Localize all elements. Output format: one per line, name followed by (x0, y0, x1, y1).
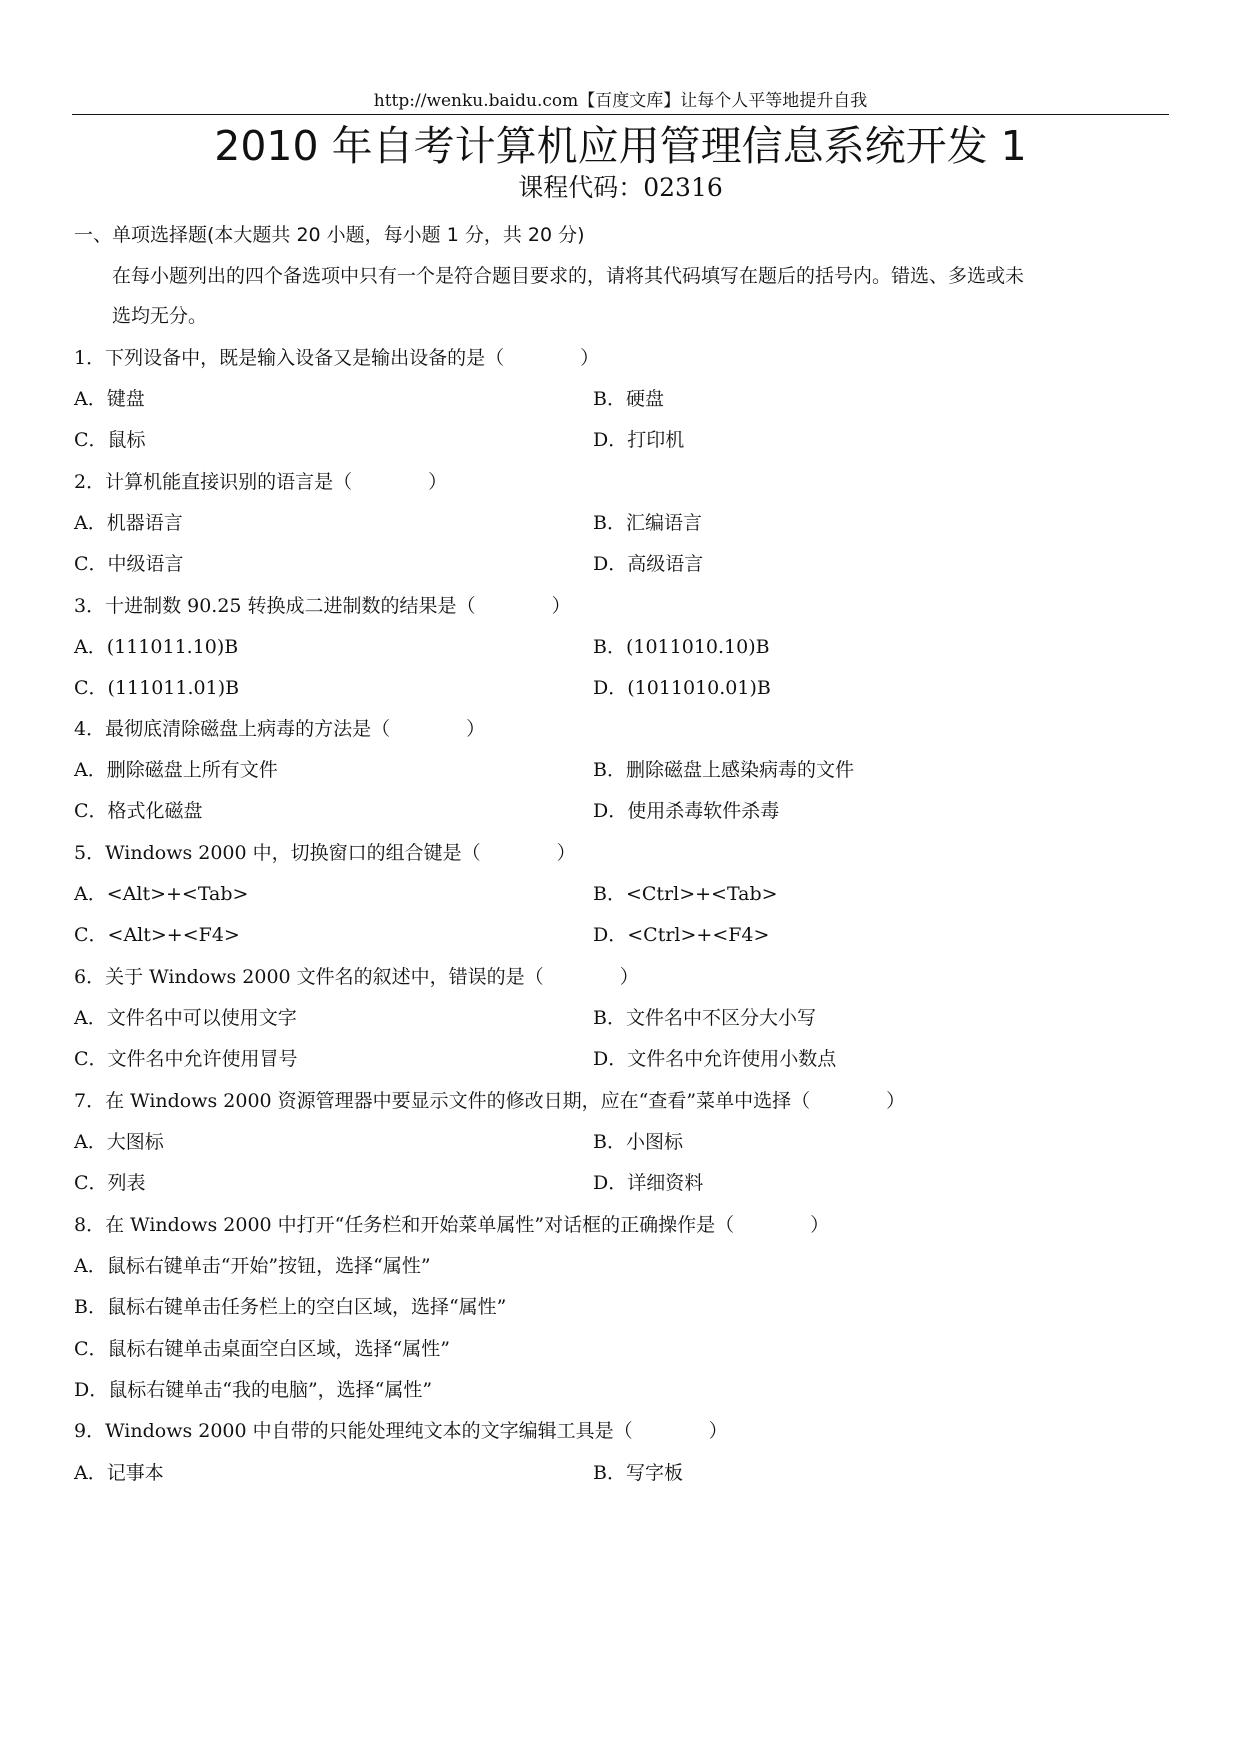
question-stem: 9．Windows 2000 中自带的只能处理纯文本的文字编辑工具是（ ） (74, 1420, 728, 1442)
option-a: A．<Alt>+<Tab> (74, 883, 249, 905)
option-b: B．文件名中不区分大小写 (593, 1007, 816, 1029)
option-c: C．文件名中允许使用冒号 (74, 1048, 298, 1070)
option-b: B．硬盘 (593, 388, 664, 410)
option-d: D．详细资料 (593, 1172, 704, 1194)
question-stem: 5．Windows 2000 中，切换窗口的组合键是（ ） (74, 842, 576, 864)
document-title: 2010 年自考计算机应用管理信息系统开发 1 (214, 122, 1027, 170)
question-stem: 2．计算机能直接识别的语言是（ ） (74, 471, 448, 493)
option-c: C．<Alt>+<F4> (74, 924, 240, 946)
question-stem: 6．关于 Windows 2000 文件名的叙述中，错误的是（ ） (74, 966, 639, 988)
option-b: B．汇编语言 (593, 512, 702, 534)
option-b: B．<Ctrl>+<Tab> (593, 883, 778, 905)
question-stem: 1．下列设备中，既是输入设备又是输出设备的是（ ） (74, 347, 600, 369)
section-instruction: 在每小题列出的四个备选项中只有一个是符合题目要求的，请将其代码填写在题后的括号内。错选、多选或未 (112, 265, 1025, 287)
header-divider (72, 114, 1169, 115)
option-a: A．(111011.10)B (74, 636, 239, 658)
option-a: A．记事本 (74, 1462, 164, 1484)
option-a: A．文件名中可以使用文字 (74, 1007, 297, 1029)
question-stem: 4．最彻底清除磁盘上病毒的方法是（ ） (74, 718, 486, 740)
course-code-label: 课程代码： (518, 173, 644, 202)
header-url-line: http://wenku.baidu.com【百度文库】让每个人平等地提升自我 (373, 91, 868, 111)
option-a: A．鼠标右键单击“开始”按钮，选择“属性” (74, 1255, 431, 1277)
option-a: A．机器语言 (74, 512, 183, 534)
option-c: C．鼠标右键单击桌面空白区域，选择“属性” (74, 1338, 450, 1360)
option-a: A．删除磁盘上所有文件 (74, 759, 278, 781)
course-code (0, 171, 1241, 205)
option-c: C．中级语言 (74, 553, 184, 575)
course-code-value: 02316 (643, 173, 723, 202)
option-c: C．列表 (74, 1172, 146, 1194)
option-c: C．(111011.01)B (74, 677, 240, 699)
question-stem: 3．十进制数 90.25 转换成二进制数的结果是（ ） (74, 595, 571, 617)
option-d: D．高级语言 (593, 553, 704, 575)
section-instruction: 选均无分。 (112, 305, 208, 327)
option-c: C．格式化磁盘 (74, 800, 203, 822)
question-stem: 7．在 Windows 2000 资源管理器中要显示文件的修改日期，应在“查看”菜单中选择（ ） (74, 1090, 906, 1112)
option-a: A．键盘 (74, 388, 145, 410)
option-a: A．大图标 (74, 1131, 164, 1153)
option-b: B．(1011010.10)B (593, 636, 770, 658)
option-b: B．小图标 (593, 1131, 683, 1153)
option-b: B．删除磁盘上感染病毒的文件 (593, 759, 854, 781)
option-b: B．写字板 (593, 1462, 683, 1484)
option-d: D．鼠标右键单击“我的电脑”，选择“属性” (74, 1379, 433, 1401)
option-c: C．鼠标 (74, 429, 146, 451)
option-d: D．(1011010.01)B (593, 677, 771, 699)
option-d: D．<Ctrl>+<F4> (593, 924, 770, 946)
option-d: D．打印机 (593, 429, 685, 451)
option-d: D．使用杀毒软件杀毒 (593, 800, 780, 822)
option-d: D．文件名中允许使用小数点 (593, 1048, 837, 1070)
section-heading: 一、单项选择题(本大题共 20 小题，每小题 1 分，共 20 分) (74, 224, 585, 246)
question-stem: 8．在 Windows 2000 中打开“任务栏和开始菜单属性”对话框的正确操作是（ ） (74, 1214, 830, 1236)
option-b: B．鼠标右键单击任务栏上的空白区域，选择“属性” (74, 1296, 507, 1318)
